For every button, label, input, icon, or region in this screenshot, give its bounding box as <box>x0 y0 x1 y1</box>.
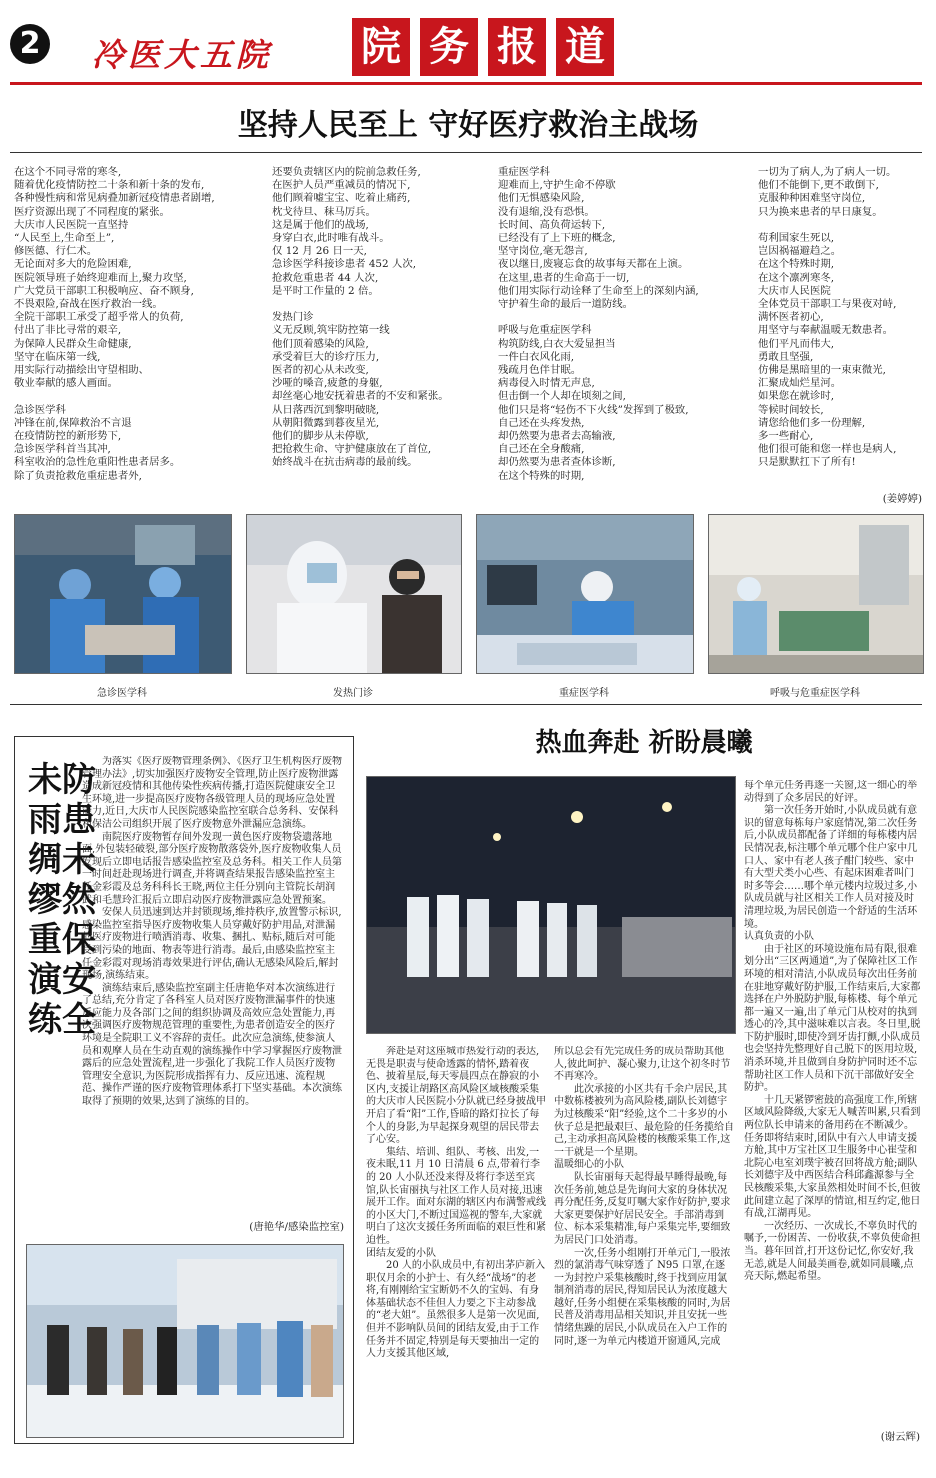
photo-fever-clinic <box>246 514 462 674</box>
masthead-divider <box>10 82 922 85</box>
article2-author: (唐艳华/感染监控室) <box>249 1221 344 1233</box>
article3-column-2: 所以总会有先完成任务的成员帮助其他人,彼此呵护、凝心聚力,让这个初冬时节不再寒冷。 此次承接的小区共有千余户居民,其中数栋楼被列为高风险楼,副队长刘德宇为过核酸采“阳”经验,这个二十多岁的小伙子总是把最艰巨、最危险的任务揽给自己,主动承担高风险楼的核酸采集工作,这一干就是一个星期。 温暖细心的小队 队长宙丽每天起得最早睡得最晚,每次任务前,她总是先询问大家的身体状况再分配任务,反复叮嘱大家作好防护,要求大家更要保护好居民安全。手部消毒到位、标本采集精准,每户采集完毕,要细致为居民门口处消毒。 一次,任务小组刚打开单元门,一股浓烈的氯消毒气味穿透了 N95 口罩,在逐一为封控户采集核酸时,终于找到应用氯制剂消毒的居民,得知居民认为浓度越大越好,任务小组便在采集核酸的同时,为居民普及消毒用品相关知识,并且安抚一些情绪焦躁的居民,小队成员在入户工作的同时,逐一为单元内楼道开窗通风,完成 <box>554 1046 734 1347</box>
article2-title-line2: 防患未然保安全 <box>62 760 96 1040</box>
article3-column-3: 每个单元任务再逐一关窗,这一细心的举动得到了众多居民的好评。 第一次任务开始时,小队成员就有意识的留意每栋每户家庭情况,第二次任务后,小队成员都配备了详细的每栋楼内居民情况表,标注哪个单元哪个住户家中几口人、家中有老人孩子酣门较些、家中有大型犬类小心些、有起床困难者叫门时多等会……哪个单元楼内垃圾过多,小队成员就与社区相关工作人员对接及时清理垃圾,为居民创造一个舒适的生活环境。 认真负责的小队 由于社区的环境设施布局有限,很难划分出“三区两通道”,为了保障社区工作环境的相对清洁,小队成员每次出任务前在驻地穿戴好防护服,工作结束后,大家都选择在户外脱防护服,每栋楼、每个单元都一遍又一遍,出了单元门从校对的执到透心的冷,其中滋味难以言表。冬日里,脱下防护服时,即使冷到牙齿打颤,小队成员也会坚持先整理好自己脱下的医用垃圾,消杀环境,并且做到自身防护同时还不忘帮助社区工作人员和下沉干部做好安全防护。 十几天紧锣密鼓的高强度工作,所辖区域风险降级,大家无人喊苦叫累,只看到两位队长申请来的备用药在不断减少。任务即将结束时,团队中有六人申请支援方舱,其中万宝社区卫生服务中心崔莹和北院心电室刘璞宇被召回将战方舱;副队长刘德宇及中西医结合科邱鑫源参与全民核酸采集,大家虽然相处时间不长,但彼此间建立起了深厚的情谊,相互约定,他日有战,江湖再见。 一次经历、一次成长,不辜负时代的嘱予,一份困苦、一份收获,不辜负使命担当。暮年回首,打开这份记忆,你安好,我无恙,就是人间最美画卷,就如同晨曦,点亮天际,燃起希望。 <box>744 780 921 1283</box>
article1-column-4: 一切为了病人,为了病人一切。 他们不能倒下,更不敢倒下, 克服种种困难坚守岗位, 只为换来患者的早日康复。 苟利国家生死以, 岂因祸福避趋之。 在这个特殊时期, 在这个凛冽寒冬, 大庆市人民医院 全体党员干部职工与果夜对峙, 满怀医者初心, 用坚守与奉献温暖无数患者。 他们平凡而伟大, 勇敢且坚强, 仿佛是黑暗里的一束束微光, 汇聚成灿烂星河。 如果您在就诊时, 等候时间较长, 请您给他们多一份理解, 多一些耐心, 他们很可能和您一样也是病人, 只是默默扛下了所有! <box>758 166 897 469</box>
section-char: 道 <box>556 18 614 76</box>
article2-body: 为落实《医疗废物管理条例》、《医疗卫生机构医疗废物管理办法》,切实加强医疗废物安全管理,防止医疗废物泄露造成新冠疫情和其他传染性疾病传播,打造医院健康安全卫生环境,进一步提高医疗废物各级管理人员的现场应急处置能力,近日,大庆市人民医院感染监控室联合总务科、安保科和保洁公司组织开展了医疗废物意外泄漏应急演练。 南院医疗废物暂存间外发现一黄色医疗废物袋遗落地面,外包装轻破裂,部分医疗废物散落袋外,医疗废物收集人员发现后立即电话报告感染监控室及总务科。相关工作人员第一时间赶赴现场进行调查,并将调查结果报告感染监控室主任金彩霞及总务科科长王晓,两位主任分别向主管院长胡润武和毛慧玲汇报后立即启动医疗废物泄露应急处置预案。 安保人员迅速到达并封锁现场,维持秩序,放置警示标识,感染监控室指导医疗废物收集人员穿戴好防护用品,对泄漏的医疗废物进行喷洒消毒、收集、捆扎、贴标,随后对可能受到污染的地面、物表等进行消毒。最后,由感染监控室主任金彩霞对现场消毒效果进行评估,确认无感染风险后,解封现场,演练结束。 演练结束后,感染监控室副主任唐艳华对本次演练进行了总结,充分肯定了各科室人员对医疗废物泄漏事件的快速反应能力及各部门之间的组织协调及高效应急处置能力,再次强调医疗废物规范管理的重要性,为患者创造安全的医疗环境是全院职工义不容辞的责任。此次应急演练,使参演人员和观摩人员在生动直观的演练操作中学习掌握医疗废物泄露后的应急处置流程,进一步强化了我院工作人员医疗废物管理安全意识,为医院形成指挥有力、反应迅速、流程规范、操作严谨的医疗废物管理体系打下坚实基础。本次演练取得了预期的效果,达到了演练的目的。 <box>82 756 342 1108</box>
caption-respiratory: 呼吸与危重症医学科 <box>770 688 860 699</box>
photo-icu <box>476 514 694 674</box>
article3-headline: 热血奔赴 祈盼晨曦 <box>535 728 753 758</box>
caption-icu: 重症医学科 <box>559 688 609 699</box>
caption-emergency: 急诊医学科 <box>97 688 147 699</box>
newspaper-logo: 冷医大五院 <box>92 36 273 74</box>
section-title <box>352 18 614 76</box>
section-char: 报 <box>488 18 546 76</box>
article1-author: (姜婷婷) <box>882 493 922 505</box>
photo-drill <box>26 1244 344 1438</box>
article1-column-1: 在这个不同寻常的寒冬, 随着优化疫情防控二十条和新十条的发布, 各种慢性病和常见病叠加新冠疫情患者剧增, 医疗资源出现了不同程度的紧张。 大庆市人民医院一直坚持 “人民至上,生命至上”, 修医德、行仁术。 无论面对多大的危险困难, 医院领导班子始终迎难而上,聚力攻坚, 广大党员干部职工积极响应、奋不顾身, 不畏艰险,奋战在医疗救治一线。 全院干部职工承受了超乎常人的负荷, 付出了非比寻常的艰辛, 为保障人民群众生命健康, 坚守在临床第一线, 用实际行动描绘出守望相助、 敬业奉献的感人画面。 急诊医学科 冲锋在前,保障救治不言退 在疫情防控的新形势下, 急诊医学科首当其冲, 科室收治的急性危重阳性患者居多。 除了负责抢救危重症患者外, <box>14 166 215 482</box>
caption-fever-clinic: 发热门诊 <box>333 688 373 699</box>
section-divider <box>10 704 922 705</box>
section-char: 务 <box>420 18 478 76</box>
headline-divider <box>10 152 922 153</box>
article1-headline: 坚持人民至上 守好医疗救治主战场 <box>237 108 699 143</box>
article2-title-line1: 未雨绸缪重演练 <box>28 760 62 1040</box>
page-number-badge: 2 <box>10 24 50 64</box>
photo-night-street <box>366 776 736 1034</box>
article3-column-1: 奔赴是对这座城市热爱行动的表达,无畏是职责与使命透露的情怀,踏着夜色、披着星辰,每天零晨四点在静寂的小区内,支援让胡路区高风险区域核酸采集的大庆市人民医院小分队就已经身披战甲开启了看“阳”工作,昏暗的路灯拉长了每个人的身影,为早起探身观望的居民带去了心安。 集结、培训、组队、考核、出发,一夜未眠,11 月 10 日清晨 6 点,带着行李的 20 人小队还没来得及将行李送至宾馆,队长宙丽执与社区工作人员对接,迅速展开工作。面对东湖的辖区内布满警戒线的小区大门,不断过国巡视的警车,大家就明白了这次支援任务所面临的艰巨性和紧迫性。 团结友爱的小队 20 人的小队成员中,有初出茅庐新入职仅月余的小护士、有久经“战场”的老将,有刚刚给宝宝断奶不久的宝妈、有身体基础状态不佳但人力要之下主动参战的“老大姐”。虽然很多人是第一次见面,但并不影响队员间的团结友爱,由于工作任务并不固定,特别是每天要抽出一定的人力支援其他区域, <box>366 1046 546 1360</box>
article1-column-2: 还要负责辖区内的院前急救任务, 在医护人员严重减员的情况下, 他们顾着嘘宝宝、吃着止痛药, 枕戈待旦、秣马厉兵。 这是属于他们的战场, 身穿白衣,此时唯有战斗。 仅 12 月 26 日一天, 急诊医学科接诊患者 452 人次, 抢救危重患者 44 人次, 是平时工作量的 2 倍。 发热门诊 义无反顾,筑牢防控第一线 他们顶着感染的风险, 承受着巨大的诊疗压力, 医者的初心从未改变, 沙哑的嗓音,疲惫的身躯, 却丝毫心地安抚着患者的不安和紧张。 从日落西沉到黎明破晓, 从朝阳微露到暮夜星光, 他们的脚步从未停歇, 把抢救生命、守护健康放在了首位, 始终战斗在抗击病毒的最前线。 <box>272 166 449 469</box>
photo-emergency <box>14 514 232 674</box>
article1-column-3: 重症医学科 迎难而上,守护生命不停歇 他们无惧感染风险, 没有退缩,没有恐惧。 长时间、高负荷运转下, 已经没有了上下班的概念, 坚守岗位,毫无怨言, 夜以继日,废寝忘食的故事每天都在上演。 在这里,患者的生命高于一切, 他们用实际行动诠释了生命至上的深刻内涵, 守护着生命的最后一道防线。 呼吸与危重症医学科 构筑防线,白衣大爱显担当 一件白衣风化雨, 残疏月色伴甘眠。 病毒侵入时情无声息, 但击倒一个人却在顷刻之间, 他们只是将“轻伤不下火线”发挥到了极致, 自己还在头疼发热, 却仍然要为患者去高输液, 自己还在全身酸痛, 却仍然要为患者查体诊断, 在这个特殊的时期, <box>498 166 699 482</box>
section-char: 院 <box>352 18 410 76</box>
article3-author: (谢云辉) <box>880 1431 920 1443</box>
photo-respiratory <box>708 514 924 674</box>
